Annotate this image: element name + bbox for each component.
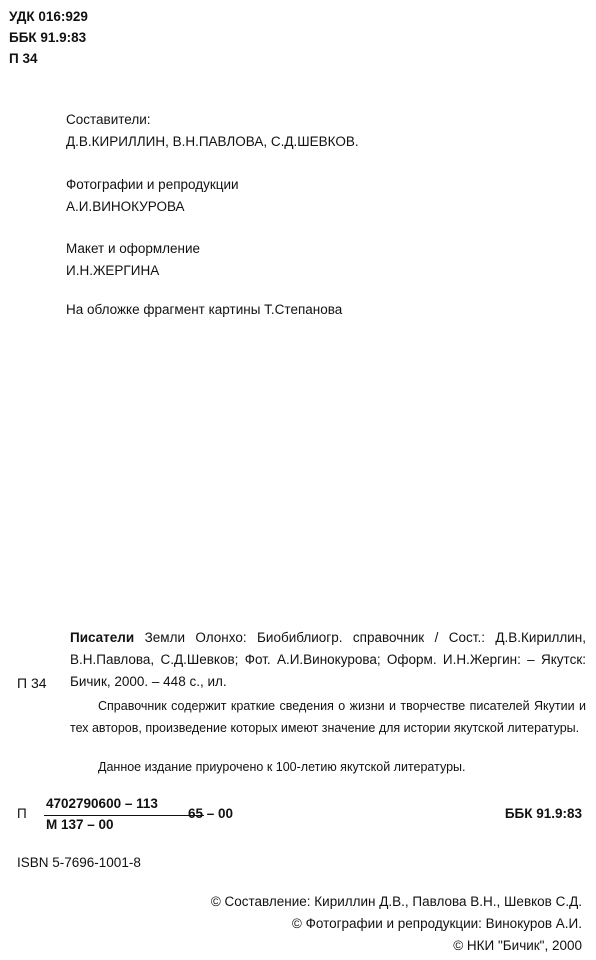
- bbk-code: ББК 91.9:83: [9, 30, 87, 45]
- credit-compilers: [66, 109, 359, 153]
- formula-prefix: П: [17, 806, 27, 821]
- annotation-description: Справочник содержит краткие сведения о жизни и творчестве писателей Якутии и тех авторов, произведение которых имеют значение для истории якутской литературы.: [70, 699, 586, 735]
- fraction-line: [44, 815, 204, 816]
- price-code: 65 – 00: [188, 806, 234, 821]
- record-body: Земли Олонхо: Биобиблиогр. справочник / Сост.: Д.В.Кириллин, В.Н.Павлова, С.Д.Шевков; Фот. А.И.Винокурова; Оформ. И.Н.Жергин: – Якутск: Бичик, 2000. – 448 с., ил.: [70, 630, 586, 689]
- bibliographic-record: [70, 627, 586, 693]
- credit-label: Составители:: [66, 112, 151, 127]
- credit-value: Д.В.КИРИЛЛИН, В.Н.ПАВЛОВА, С.Д.ШЕВКОВ.: [66, 134, 359, 149]
- fraction-denominator: М 137 – 00: [46, 817, 114, 832]
- credit-value: А.И.ВИНОКУРОВА: [66, 199, 185, 214]
- record-title: Писатели: [70, 630, 135, 645]
- bbk-code-bottom: ББК 91.9:83: [504, 806, 582, 821]
- copyright-compilation: © Составление: Кириллин Д.В., Павлова В.Н., Шевков С.Д.: [210, 894, 582, 909]
- credit-label: Фотографии и репродукции: [66, 177, 239, 192]
- copyright-publisher: © НКИ "Бичик", 2000: [453, 938, 582, 953]
- credit-layout: [66, 238, 200, 282]
- cover-note: На обложке фрагмент картины Т.Степанова: [66, 302, 343, 317]
- fraction-numerator: 4702790600 – 113: [46, 796, 158, 811]
- author-index: П 34: [9, 51, 38, 66]
- credit-photos: [66, 174, 239, 218]
- credit-label: Макет и оформление: [66, 241, 201, 256]
- copyright-photos: © Фотографии и репродукции: Винокуров А.И.: [291, 916, 582, 931]
- isbn: ISBN 5-7696-1001-8: [17, 855, 141, 870]
- udk-code: УДК 016:929: [9, 9, 88, 24]
- annotation-note: Данное издание приурочено к 100-летию якутской литературы.: [98, 760, 466, 774]
- annotation-index: П 34: [17, 675, 47, 691]
- classification-codes: [9, 6, 88, 69]
- credit-value: И.Н.ЖЕРГИНА: [66, 263, 160, 278]
